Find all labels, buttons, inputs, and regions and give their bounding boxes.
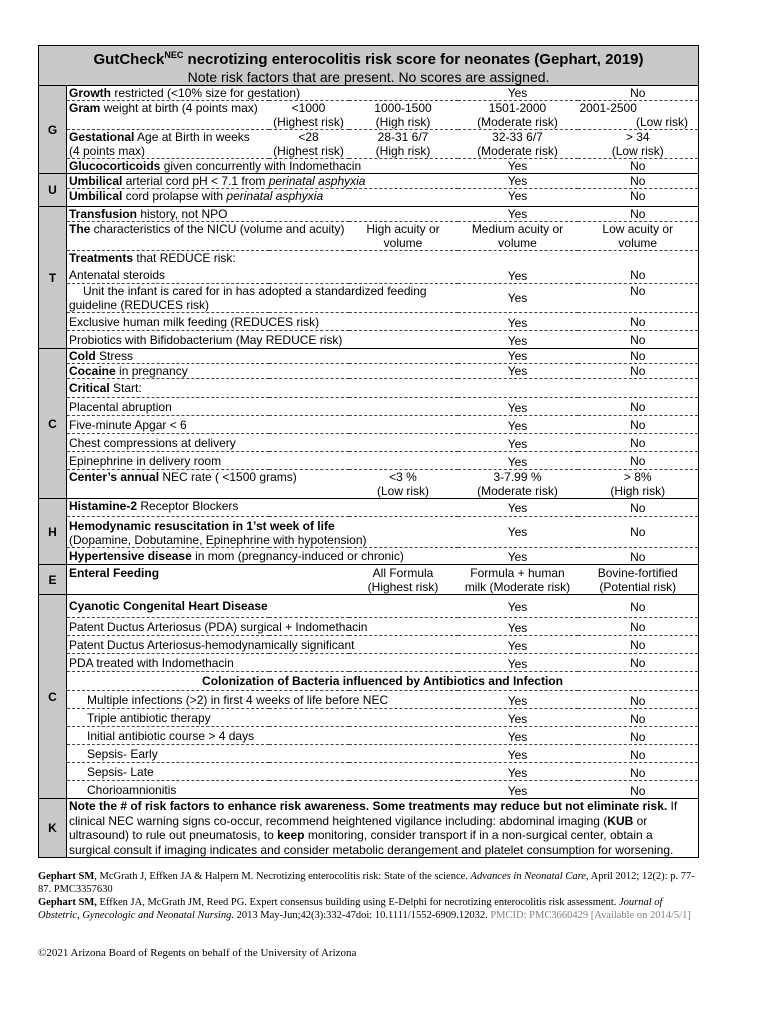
letter-t: T: [39, 207, 67, 349]
yes-cell: Yes: [458, 691, 578, 709]
steroids-label: Antenatal steroids: [67, 265, 458, 284]
cold-stress-label: Cold Stress: [67, 349, 458, 364]
yes-cell: Yes: [458, 398, 578, 416]
yes-cell: Yes: [458, 709, 578, 727]
row-multiple-infections: [39, 691, 699, 709]
row-sepsis-early: [39, 745, 699, 763]
letter-u: U: [39, 174, 67, 207]
apgar-label: Five-minute Apgar < 6: [67, 416, 458, 434]
yes-cell: Yes: [458, 548, 578, 565]
row-triple-antibiotic: [39, 709, 699, 727]
row-nicu: [39, 222, 699, 251]
keep-note-text: Note the # of risk factors to enhance risk awareness. Some treatments may reduce but not eliminate risk. If clinical NEC warning signs co-occur, recommend heightened vigilance including: abdominal imaging (KUB or ultrasound) to rule out pneumatosis, to keep monitoring, consider transport if in a non-surgical center, obtain a surgical consult if imaging indicates and consider metabolic derangement and platelet consumption for worsening.: [67, 799, 699, 858]
yes-cell: Yes: [458, 416, 578, 434]
yes-cell: Yes: [458, 284, 578, 313]
hypertensive-label: Hypertensive disease in mom (pregnancy-induced or chronic): [67, 548, 458, 565]
risk-cell: Low acuity or volume: [578, 222, 699, 251]
row-epinephrine: [39, 452, 699, 470]
risk-cell: Medium acuity or volume: [458, 222, 578, 251]
no-cell: No: [578, 745, 699, 763]
probiotics-label: Probiotics with Bifidobacterium (May REDUCE risk): [67, 331, 458, 349]
yes-cell: Yes: [458, 174, 578, 189]
row-enteral-feeding: [39, 565, 699, 595]
yes-cell: Yes: [458, 781, 578, 799]
yes-cell: Yes: [458, 364, 578, 379]
no-cell: No: [578, 434, 699, 452]
row-apgar: [39, 416, 699, 434]
no-cell: No: [578, 636, 699, 654]
row-colonization: [39, 672, 699, 691]
no-cell: No: [578, 618, 699, 636]
cocaine-label: Cocaine in pregnancy: [67, 364, 458, 379]
sepsis-late-label: Sepsis- Late: [67, 763, 458, 781]
row-hemodynamic: [39, 517, 699, 548]
yes-cell: Yes: [458, 189, 578, 207]
no-cell: No: [578, 595, 699, 618]
risk-cell: 2001-2500 (Low risk): [578, 101, 699, 130]
no-cell: No: [578, 763, 699, 781]
umbilical-ph-label: Umbilical arterial cord pH < 7.1 from perinatal asphyxia: [67, 174, 458, 189]
critical-start-label: Critical Start:: [67, 379, 699, 398]
letter-c: C: [39, 595, 67, 799]
yes-cell: Yes: [458, 313, 578, 331]
chest-compressions-label: Chest compressions at delivery: [67, 434, 458, 452]
epinephrine-label: Epinephrine in delivery room: [67, 452, 458, 470]
row-probiotics: [39, 331, 699, 349]
risk-cell: All Formula (Highest risk): [349, 565, 458, 595]
enteral-feeding-label: Enteral Feeding: [67, 565, 349, 595]
reference-1: Gephart SM, McGrath J, Effken JA & Halpern M. Necrotizing enterocolitis risk: State of the science. Advances in Neonatal Care, April 2012; 12(2): p. 77-87. PMC3357630: [38, 871, 695, 895]
row-keep-note: [39, 799, 699, 858]
yes-cell: Yes: [458, 499, 578, 517]
sepsis-early-label: Sepsis- Early: [67, 745, 458, 763]
row-initial-antibiotic: [39, 727, 699, 745]
no-cell: No: [578, 517, 699, 548]
row-cold-stress: [39, 349, 699, 364]
risk-cell: High acuity or volume: [349, 222, 458, 251]
letter-e: E: [39, 565, 67, 595]
risk-cell: > 8% (High risk): [578, 470, 699, 499]
row-human-milk: [39, 313, 699, 331]
row-gram: [39, 101, 699, 130]
table-header-row: [39, 46, 699, 86]
no-cell: No: [578, 499, 699, 517]
row-center-nec-rate: [39, 470, 699, 499]
yes-cell: Yes: [458, 331, 578, 349]
risk-cell: 1000-1500 (High risk): [349, 101, 458, 130]
triple-antibiotic-label: Triple antibiotic therapy: [67, 709, 458, 727]
risk-cell: 28-31 6/7 (High risk): [349, 130, 458, 159]
no-cell: No: [578, 452, 699, 470]
row-pda-surgical: [39, 618, 699, 636]
pda-indomethacin-label: PDA treated with Indomethacin: [67, 654, 458, 672]
risk-score-document: [38, 45, 698, 959]
no-cell: No: [578, 691, 699, 709]
no-cell: No: [578, 364, 699, 379]
risk-cell: 1501-2000 (Moderate risk): [458, 101, 578, 130]
yes-cell: Yes: [458, 745, 578, 763]
transfusion-label: Transfusion history, not NPO: [67, 207, 458, 222]
umbilical-prolapse-label: Umbilical cord prolapse with perinatal asphyxia: [67, 189, 458, 207]
row-glucocorticoids: [39, 159, 699, 174]
no-cell: No: [578, 86, 699, 101]
row-hypertensive: [39, 548, 699, 565]
reference-2: Gephart SM, Effken JA, McGrath JM, Reed PG. Expert consensus building using E-Delphi for necrotizing enterocolitis risk assessment. Journal of Obstetric, Gynecologic and Neonatal Nursing. 2013 May-Jun;42(3):332-47doi: 10.1111/1552-6909.12032. PMCID: PMC3660429 [Available on 2014/5/1]: [38, 897, 691, 921]
risk-cell: > 34 (Low risk): [578, 130, 699, 159]
row-chest-compressions: [39, 434, 699, 452]
risk-cell: <1000 (Highest risk): [269, 101, 349, 130]
cchd-label: Cyanotic Congenital Heart Disease: [67, 595, 458, 618]
row-transfusion: [39, 207, 699, 222]
row-pda-hemodynamic: [39, 636, 699, 654]
row-feeding-guideline: [39, 284, 699, 313]
copyright: ©2021 Arizona Board of Regents on behalf of the University of Arizona: [38, 947, 357, 959]
letter-h: H: [39, 499, 67, 565]
row-critical-start: [39, 379, 699, 398]
no-cell: No: [578, 159, 699, 174]
row-steroids: [39, 265, 699, 284]
letter-c: C: [39, 349, 67, 499]
colonization-heading: Colonization of Bacteria influenced by Antibiotics and Infection: [67, 672, 699, 691]
placental-label: Placental abruption: [67, 398, 458, 416]
initial-antibiotic-label: Initial antibiotic course > 4 days: [67, 727, 458, 745]
table-title: GutCheck$^{NEC}$ necrotizing enterocolitis risk score for neonates (Gephart, 2019): [93, 50, 644, 68]
risk-cell: 32-33 6/7 (Moderate risk): [458, 130, 578, 159]
risk-cell: Formula + human milk (Moderate risk): [458, 565, 578, 595]
human-milk-label: Exclusive human milk feeding (REDUCES risk): [67, 313, 458, 331]
risk-cell: <28 (Highest risk): [269, 130, 349, 159]
risk-cell: Bovine-fortified (Potential risk): [578, 565, 699, 595]
yes-cell: Yes: [458, 207, 578, 222]
yes-cell: Yes: [458, 618, 578, 636]
yes-cell: Yes: [458, 654, 578, 672]
histamine-label: Histamine-2 Receptor Blockers: [67, 499, 458, 517]
yes-cell: Yes: [458, 452, 578, 470]
no-cell: No: [578, 189, 699, 207]
row-gestational: [39, 130, 699, 159]
row-histamine: [39, 499, 699, 517]
no-cell: No: [578, 349, 699, 364]
no-cell: No: [578, 265, 699, 284]
risk-cell: <3 % (Low risk): [349, 470, 458, 499]
yes-cell: Yes: [458, 763, 578, 781]
row-cocaine: [39, 364, 699, 379]
treatments-label: Treatments that REDUCE risk:: [67, 251, 699, 266]
nicu-label: The characteristics of the NICU (volume and acuity): [67, 222, 349, 251]
no-cell: No: [578, 398, 699, 416]
row-placental: [39, 398, 699, 416]
no-cell: No: [578, 781, 699, 799]
glucocorticoids-label: Glucocorticoids given concurrently with Indomethacin: [67, 159, 458, 174]
row-chorioamnionitis: [39, 781, 699, 799]
row-sepsis-late: [39, 763, 699, 781]
pda-surgical-label: Patent Ductus Arteriosus (PDA) surgical + Indomethacin: [67, 618, 458, 636]
letter-k: K: [39, 799, 67, 858]
no-cell: No: [578, 548, 699, 565]
table-subtitle: Note risk factors that are present. No scores are assigned.: [187, 69, 550, 85]
row-pda-indomethacin: [39, 654, 699, 672]
hemodynamic-label: Hemodynamic resuscitation in 1’st week of life (Dopamine, Dobutamine, Epinephrine with hypotension): [67, 517, 458, 548]
risk-score-table: [38, 45, 699, 858]
yes-cell: Yes: [458, 434, 578, 452]
risk-cell: 3-7.99 % (Moderate risk): [458, 470, 578, 499]
gestational-label: Gestational Age at Birth in weeks (4 points max): [67, 130, 269, 159]
row-growth: [39, 86, 699, 101]
references: [38, 870, 698, 922]
multiple-infections-label: Multiple infections (>2) in first 4 weeks of life before NEC: [67, 691, 458, 709]
yes-cell: Yes: [458, 636, 578, 654]
no-cell: No: [578, 416, 699, 434]
yes-cell: Yes: [458, 265, 578, 284]
row-treatments: [39, 251, 699, 266]
chorioamnionitis-label: Chorioamnionitis: [67, 781, 458, 799]
no-cell: No: [578, 727, 699, 745]
row-umbilical-prolapse: [39, 189, 699, 207]
no-cell: No: [578, 174, 699, 189]
no-cell: No: [578, 207, 699, 222]
yes-cell: Yes: [458, 159, 578, 174]
feeding-guideline-label: Unit the infant is cared for in has adopted a standardized feeding guideline (REDUCES risk): [67, 284, 458, 313]
yes-cell: Yes: [458, 349, 578, 364]
no-cell: No: [578, 284, 699, 313]
center-nec-rate-label: Center’s annual NEC rate ( <1500 grams): [67, 470, 349, 499]
row-cchd: [39, 595, 699, 618]
gram-label: Gram weight at birth (4 points max): [67, 101, 269, 130]
yes-cell: Yes: [458, 595, 578, 618]
yes-cell: Yes: [458, 727, 578, 745]
no-cell: No: [578, 313, 699, 331]
row-umbilical-ph: [39, 174, 699, 189]
no-cell: No: [578, 331, 699, 349]
table-header: [39, 46, 699, 86]
pda-hemodynamic-label: Patent Ductus Arteriosus-hemodynamically significant: [67, 636, 458, 654]
letter-g: G: [39, 86, 67, 174]
yes-cell: Yes: [458, 86, 578, 101]
yes-cell: Yes: [458, 517, 578, 548]
growth-label: Growth restricted (<10% size for gestation): [67, 86, 458, 101]
no-cell: No: [578, 654, 699, 672]
no-cell: No: [578, 709, 699, 727]
